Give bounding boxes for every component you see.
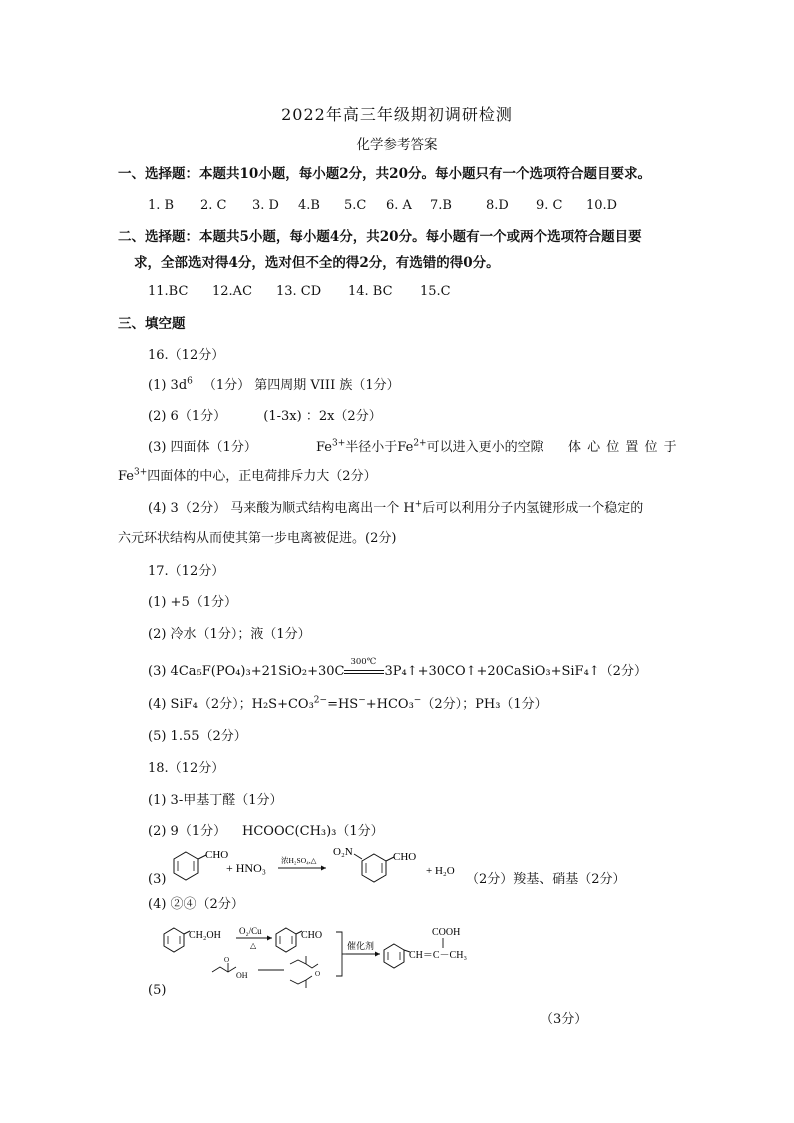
q18-part2-b: HCOOC(CH₃)₃（1分）: [242, 824, 384, 839]
q16-part3-a: (3) 四面体（1分）: [148, 440, 257, 455]
answer: 3. D: [252, 198, 279, 213]
q18-part5-score: （3分）: [540, 1012, 588, 1027]
q17-part4: [148, 696, 548, 714]
answer: 8.D: [486, 198, 509, 213]
q16-p1-sup: 6: [187, 376, 193, 387]
section1-heading: 一、选择题：本题共10小题，每小题2分，共20分。每小题只有一个选项符合题目要求。: [118, 166, 651, 182]
section2-answers: [148, 283, 451, 301]
q17-part1: (1) +5（1分）: [148, 595, 237, 610]
q16-p3-l2-a: Fe: [118, 469, 135, 484]
q16-p4-b: 后可以利用分子内氢键形成一个稳定的: [422, 501, 644, 516]
q17-p3-reactants: (3) 4Ca₅F(PO₄)₃+21SiO₂+30C: [148, 664, 345, 679]
cho-label: CHO: [205, 849, 229, 861]
q16-p3-b2-sup: 2+: [413, 438, 427, 449]
answer: 2. C: [200, 198, 227, 213]
answer: 15.C: [420, 284, 451, 299]
q17-part2: (2) 冷水（1分）；液（1分）: [148, 627, 311, 642]
q16-part3-b: [316, 439, 544, 457]
q16-p3-b3: 可以进入更小的空隙: [426, 440, 544, 455]
hno3-reagent: + HNO₃: [226, 861, 266, 875]
section3-heading: 三、填空题: [118, 316, 186, 332]
answer: 6. A: [386, 198, 412, 213]
q16-p1-rest: （1分） 第四周期 VIII 族（1分）: [202, 378, 400, 393]
catalyst-label: 催化剂: [347, 941, 375, 951]
o2n-label: O₂N: [333, 846, 353, 858]
q16-p1-prefix: (1) 3d: [148, 378, 188, 393]
q18-part3-label: (3): [148, 872, 167, 887]
q16-p3-l2-sup: 3+: [134, 467, 148, 478]
q17-p3-products: 3P₄↑+30CO↑+20CaSiO₃+SiF₄↑（2分）: [384, 664, 647, 679]
q17-p4-d: （2分）；PH₃（1分）: [421, 697, 548, 712]
answer: 7.B: [430, 198, 452, 213]
q17-part3: [148, 656, 647, 681]
q17-p3-condition: 300℃: [350, 656, 377, 667]
equals-arrow: [344, 656, 384, 679]
q17-p4-sup1: 2−: [313, 695, 328, 706]
propanoic-acid-structure: [212, 956, 248, 980]
propanoic-anhydride-structure: [290, 956, 320, 988]
heat-symbol: △: [250, 941, 257, 950]
q17-p4-b: =HS: [327, 697, 359, 712]
chain-label: CH＝C－CH₃: [409, 950, 467, 961]
answer: 4.B: [298, 198, 320, 213]
answer: 14. BC: [348, 284, 393, 299]
bracket-and-catalyst-arrow: [336, 932, 380, 976]
q18-part2-a: (2) 9（1分）: [148, 824, 227, 839]
q16-header: 16.（12分）: [148, 348, 225, 363]
q16-part2: (2) 6（1分） (1-3x) ：2x（2分）: [148, 409, 382, 424]
benzaldehyde-intermediate: [276, 928, 322, 952]
q18-part5-label: (5): [148, 983, 167, 998]
water-product: + H₂O: [426, 865, 455, 877]
benzaldehyde-structure: [174, 849, 228, 880]
q18-part1: (1) 3-甲基丁醛（1分）: [148, 793, 283, 808]
product-cho-label: CHO: [393, 851, 417, 863]
answer: 9. C: [536, 198, 563, 213]
oxidation-arrow: [236, 926, 272, 950]
q16-p3-b2: 半径小于Fe: [345, 440, 414, 455]
ch2oh-label: CH₂OH: [189, 930, 221, 941]
q16-part4: [148, 500, 643, 518]
q16-p4-sup: +: [414, 499, 423, 510]
reaction-arrow: [278, 855, 326, 871]
q17-part5: (5) 1.55（2分）: [148, 729, 247, 744]
answer: 11.BC: [148, 284, 189, 299]
q17-header: 17.（12分）: [148, 564, 225, 579]
page-title: 2022年高三年级期初调研检测: [281, 105, 513, 124]
nitration-reaction-scheme: [168, 842, 468, 890]
q17-p4-sup2: −: [358, 695, 366, 706]
q17-p4-sup3: −: [413, 695, 422, 706]
answer: 10.D: [586, 198, 618, 213]
q16-p4-a: (4) 3（2分） 马来酸为顺式结构电离出一个 H: [148, 501, 415, 516]
section2-heading-line2: 求，全部选对得4分，选对但不全的得2分，有选错的得0分。: [134, 255, 500, 271]
answer: 13. CD: [276, 284, 322, 299]
page-subtitle: 化学参考答案: [356, 137, 438, 153]
q17-p4-a: (4) SiF₄（2分）；H₂S+CO₃: [148, 697, 314, 712]
q18-part4: (4) ②④（2分）: [148, 897, 244, 912]
nitration-condition: 浓H₂SO₄,△: [281, 856, 317, 865]
q16-part3-c: 体 心 位 置 位 于: [568, 440, 678, 455]
q17-p4-c: +HCO₃: [365, 697, 414, 712]
q18-header: 18.（12分）: [148, 761, 225, 776]
oh-label: OH: [236, 971, 248, 980]
q18-part3-score: （2分）羧基、硝基（2分）: [466, 872, 626, 887]
q16-p3-b1-sup: 3+: [332, 438, 346, 449]
q16-part3-line2: [118, 468, 377, 486]
intermediate-cho-label: CHO: [301, 930, 323, 941]
q16-p3-l2-b: 四面体的中心，正电荷排斥力大（2分）: [147, 469, 377, 484]
section2-heading-line1: 二、选择题：本题共5小题，每小题4分，共20分。每小题有一个或两个选项符合题目要: [118, 229, 642, 245]
benzyl-alcohol-structure: [164, 928, 221, 952]
cooh-label: COOH: [432, 927, 461, 938]
svg-text:O: O: [315, 970, 321, 978]
q16-part1: [148, 377, 400, 395]
section1-answers: [148, 197, 617, 215]
svg-text:O: O: [224, 956, 230, 964]
oxidation-reagent: O₂/Cu: [239, 926, 262, 936]
synthesis-route-scheme: [160, 922, 500, 994]
answer: 12.AC: [212, 284, 253, 299]
q16-p3-b1: Fe: [316, 440, 333, 455]
nitrobenzaldehyde-structure: [333, 846, 416, 882]
answer: 1. B: [148, 198, 175, 213]
answer: 5.C: [344, 198, 367, 213]
q16-part4-line2: 六元环状结构从而使其第一步电离被促进。(2分): [118, 531, 397, 546]
target-acid-structure: [384, 927, 467, 968]
